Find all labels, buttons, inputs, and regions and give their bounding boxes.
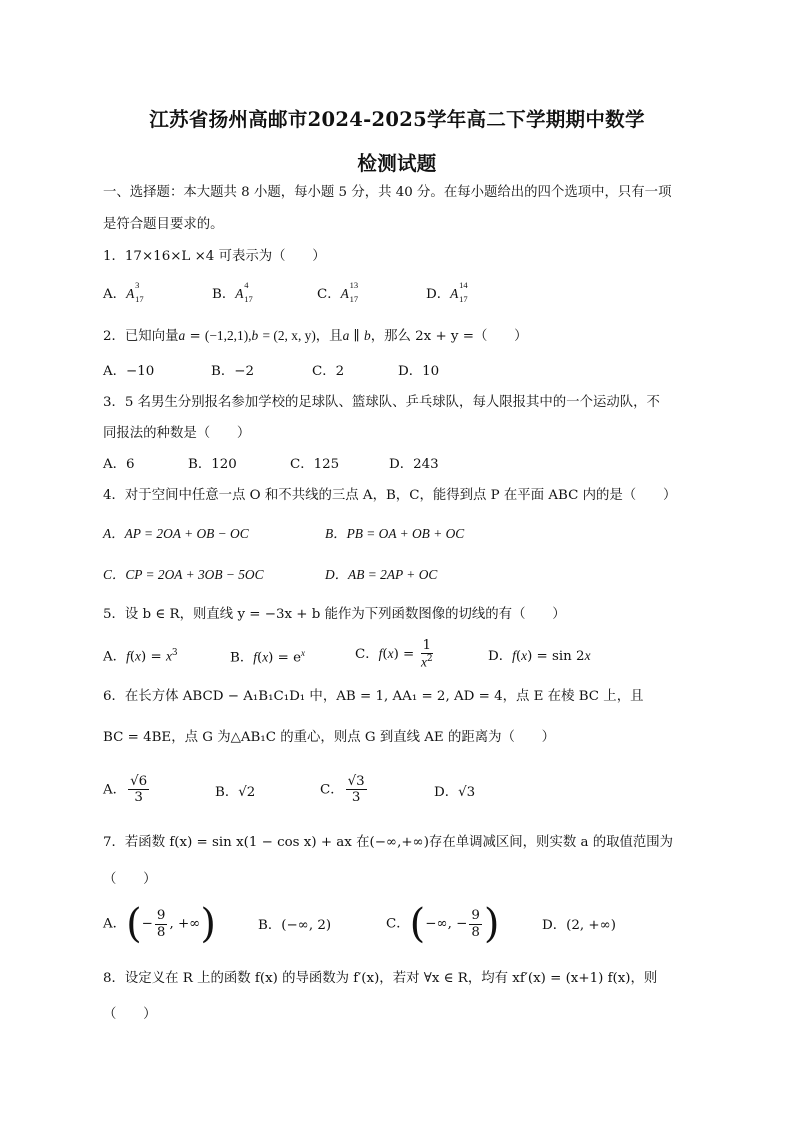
section-instruction-line-2: 是符合题目要求的。 bbox=[103, 217, 224, 232]
q2-option-b: B．−2 bbox=[211, 364, 254, 379]
q1-option-b: B．A 4 17 bbox=[212, 280, 253, 304]
q6-option-c: C． $\frac{√3}{3}$ bbox=[320, 774, 365, 806]
q1-option-c: C．A 13 17 bbox=[317, 280, 359, 304]
section-instruction-line-1: 一、选择题：本大题共 8 小题，每小题 5 分，共 40 分。在每小题给出的四个选项中，只有一项 bbox=[103, 185, 672, 200]
q3-option-d: D．243 bbox=[389, 457, 439, 472]
question-4: 4．对于空间中任意一点 O 和不共线的三点 A，B，C，能得到点 P 在平面 ABC 内的是（ ） bbox=[103, 488, 677, 503]
question-6-line-2: BC = 4BE，点 G 为△AB₁C 的重心，则点 G 到直线 AE 的距离为（ ） bbox=[103, 730, 556, 745]
question-6-line-1: 6．在长方体 ABCD − A₁B₁C₁D₁ 中，AB = 1, AA₁ = 2, AD = 4，点 E 在棱 BC 上，且 bbox=[103, 689, 644, 704]
q4-option-d: D．AB = 2AP + OC bbox=[325, 567, 438, 582]
q4-option-a: A．AP = 2OA + OB − OC bbox=[103, 526, 249, 541]
question-3-line-2: 同报法的种数是（ ） bbox=[103, 426, 251, 441]
title-line-2: 检测试题 bbox=[357, 152, 437, 175]
q5-option-a: A．$f(x) = x^3$ bbox=[103, 648, 178, 665]
q7-option-d: D．(2, +∞) bbox=[542, 918, 616, 933]
q6-option-d: D．√3 bbox=[434, 785, 476, 800]
q5-option-d: D．f(x) = sin 2x bbox=[488, 648, 591, 664]
question-7-line-2: （ ） bbox=[103, 872, 157, 887]
q3-option-b: B．120 bbox=[188, 457, 237, 472]
question-7-line-1: 7．若函数 f(x) = sin x(1 − cos x) + ax 在(−∞,+∞)存在单调减区间，则实数 a 的取值范围为 bbox=[103, 835, 674, 850]
q1-option-a: A．A 3 17 bbox=[103, 280, 144, 304]
q5-option-c: C．f(x) = $\frac{1}{x^2}$ bbox=[355, 638, 433, 670]
question-3-line-1: 3．5 名男生分别报名参加学校的足球队、篮球队、乒乓球队，每人限报其中的一个运动队，不 bbox=[103, 395, 660, 410]
q5-option-b: B．$f(x) = e^x$ bbox=[230, 648, 306, 666]
question-8-line-2: （ ） bbox=[103, 1007, 157, 1022]
q2-option-c: C．2 bbox=[312, 364, 345, 379]
q7-option-a: A．(− $\frac{9}{8}$ , +∞) bbox=[103, 901, 216, 947]
q3-option-c: C．125 bbox=[290, 457, 340, 472]
q7-option-c: C．(−∞, − $\frac{9}{8}$ ) bbox=[386, 901, 500, 947]
q4-option-b: B．PB = OA + OB + OC bbox=[325, 526, 465, 541]
q6-option-b: B．√2 bbox=[215, 785, 256, 800]
question-5: 5．设 b ∈ R，则直线 y = −3x + b 能作为下列函数图像的切线的有（ ） bbox=[103, 607, 566, 622]
q6-option-a: A． $\frac{√6}{3}$ bbox=[103, 774, 148, 806]
question-1: 1．17×16×L ×4 可表示为（ ） bbox=[103, 249, 326, 264]
q1-option-d: D．A 14 17 bbox=[426, 280, 468, 304]
q4-option-c: C．CP = 2OA + 3OB − 5OC bbox=[103, 567, 264, 582]
q2-option-d: D．10 bbox=[398, 364, 440, 379]
title-line-1: 江苏省扬州高邮市2024-2025学年高二下学期期中数学 bbox=[149, 108, 645, 131]
q2-option-a: A．−10 bbox=[103, 364, 155, 379]
question-8-line-1: 8．设定义在 R 上的函数 f(x) 的导函数为 f′(x)，若对 ∀x ∈ R，均有 xf′(x) = (x+1) f(x)，则 bbox=[103, 971, 658, 986]
question-2: 2．已知向量a = (−1,2,1),b = (2, x, y)，且a ∥ b，那么 2x + y =（ ） bbox=[103, 328, 528, 344]
q7-option-b: B．(−∞, 2) bbox=[258, 918, 332, 933]
q3-option-a: A．6 bbox=[103, 457, 135, 472]
